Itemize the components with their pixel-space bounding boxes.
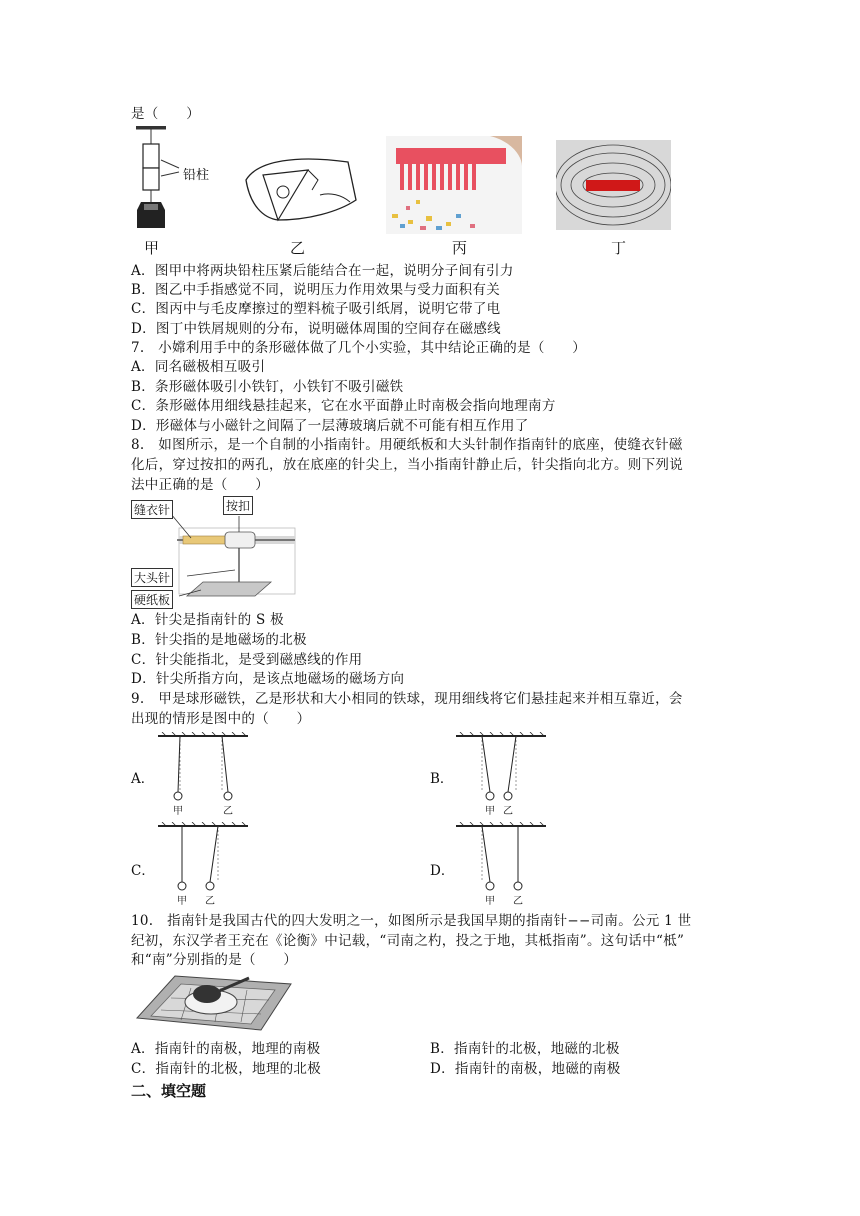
lead-cylinder-label: 铅柱 (183, 168, 210, 183)
ball-label-yi: 乙 (205, 896, 215, 907)
q9-option-c-letter: C． (131, 863, 155, 879)
q10-option-a: A．指南针的南极，地理的南极 (131, 1041, 321, 1057)
q10-stem-line-1: 10. 指南针是我国古代的四大发明之一，如图所示是我国早期的指南针−−司南。公元 1 世 (131, 913, 692, 929)
q7-stem: 7. 小嫦利用手中的条形磁体做了几个小实验，其中结论正确的是（ ） (131, 340, 587, 356)
q8-stem-line-3: 法中正确的是（ ） (131, 477, 269, 493)
comb-paper-figure (386, 136, 522, 234)
label-snap-button: 按扣 (223, 496, 253, 515)
q9-option-a-figure (158, 732, 248, 822)
ball-label-jia: 甲 (177, 896, 187, 907)
q9-option-a-letter: A． (131, 771, 155, 787)
q6-stem-tail: 是（ ） (131, 106, 200, 122)
q7-option-d: D．形磁体与小磁针之间隔了一层薄玻璃后就不可能有相互作用了 (131, 418, 529, 434)
q6-option-a: A．图甲中将两块铅柱压紧后能结合在一起，说明分子间有引力 (131, 263, 514, 279)
sinan-spoon-figure (131, 970, 293, 1034)
q10-option-b: B．指南针的北极，地磁的北极 (430, 1041, 620, 1057)
q10-stem-line-2: 纪初，东汉学者王充在《论衡》中记载，“司南之杓，投之于地，其柢指南”。这句话中“柢” (131, 933, 685, 949)
ball-label-jia: 甲 (485, 806, 495, 817)
finger-pencil-figure (238, 150, 363, 236)
lead-cylinder-figure (131, 124, 231, 234)
q8-option-a: A．针尖是指南针的 S 极 (131, 612, 284, 628)
iron-filings-magnet-figure (556, 140, 671, 230)
q9-option-d-letter: D． (430, 863, 455, 879)
ball-label-jia: 甲 (173, 806, 183, 817)
q8-option-c: C．针尖能指北，是受到磁感线的作用 (131, 652, 363, 668)
q10-option-d: D．指南针的南极，地磁的南极 (430, 1061, 621, 1077)
q9-option-b-letter: B． (430, 771, 454, 787)
label-sewing-needle: 缝衣针 (131, 500, 173, 519)
compass-needle-figure (131, 496, 301, 610)
ball-label-jia: 甲 (485, 896, 495, 907)
q10-stem-line-3: 和“南”分别指的是（ ） (131, 952, 298, 968)
q6-option-d: D．图丁中铁屑规则的分布，说明磁体周围的空间存在磁感线 (131, 321, 501, 337)
ball-label-yi: 乙 (513, 896, 523, 907)
ball-label-yi: 乙 (503, 806, 513, 817)
q9-stem-line-1: 9. 甲是球形磁铁，乙是形状和大小相同的铁球，现用细线将它们悬挂起来并相互靠近，会 (131, 691, 683, 707)
section-heading: 二、填空题 (131, 1082, 207, 1100)
q7-option-a: A．同名磁极相互吸引 (131, 359, 266, 375)
q9-stem-line-2: 出现的情形是图中的（ ） (131, 711, 311, 727)
fig-caption-ding: 丁 (611, 239, 627, 257)
q8-stem-line-2: 化后，穿过按扣的两孔，放在底座的针尖上，当小指南针静止后，针尖指向北方。则下列说 (131, 457, 683, 473)
label-pin: 大头针 (131, 568, 173, 587)
fig-caption-yi: 乙 (290, 239, 306, 257)
label-cardboard: 硬纸板 (131, 590, 173, 609)
ball-label-yi: 乙 (223, 806, 233, 817)
fig-caption-jia: 甲 (144, 239, 160, 257)
q6-option-b: B．图乙中手指感觉不同，说明压力作用效果与受力面积有关 (131, 282, 501, 298)
q8-stem-line-1: 8. 如图所示，是一个自制的小指南针。用硬纸板和大头针制作指南针的底座，使缝衣针磁 (131, 437, 683, 453)
q7-option-c: C．条形磁体用细线悬挂起来，它在水平面静止时南极会指向地理南方 (131, 398, 556, 414)
fig-caption-bing: 丙 (452, 239, 468, 257)
q7-option-b: B．条形磁体吸引小铁钉，小铁钉不吸引磁铁 (131, 379, 404, 395)
q9-option-b-figure (456, 732, 546, 822)
q8-option-d: D．针尖所指方向，是该点地磁场的磁场方向 (131, 671, 405, 687)
q8-option-b: B．针尖指的是地磁场的北极 (131, 632, 307, 648)
q9-option-c-figure (158, 822, 248, 912)
q6-option-c: C．图丙中与毛皮摩擦过的塑料梳子吸引纸屑，说明它带了电 (131, 301, 501, 317)
q10-option-c: C．指南针的北极，地理的北极 (131, 1061, 322, 1077)
q9-option-d-figure (456, 822, 546, 912)
